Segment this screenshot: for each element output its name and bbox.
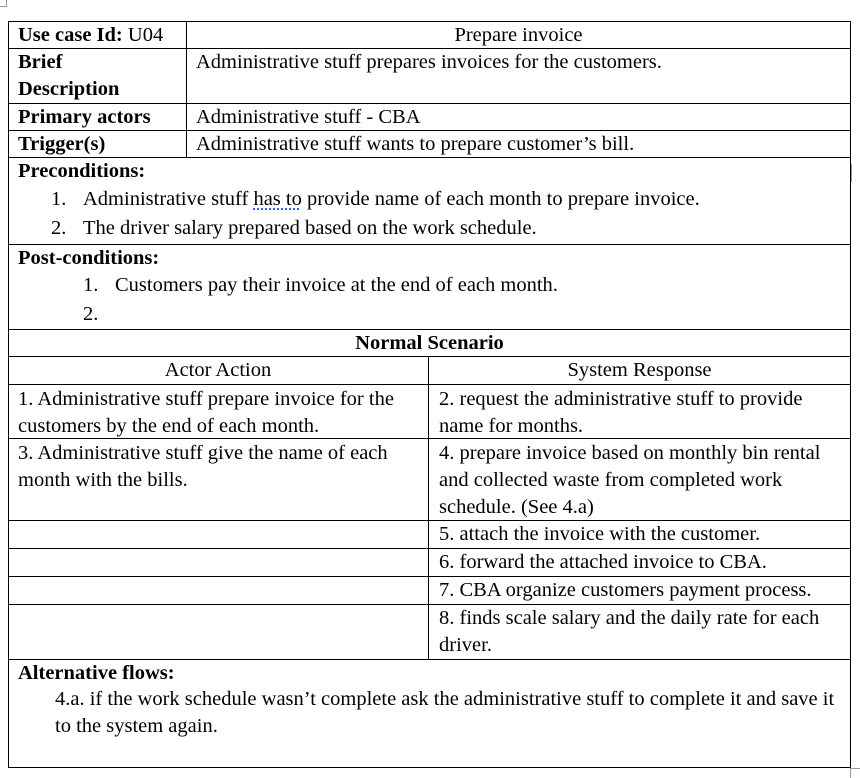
precondition-text bbox=[83, 186, 700, 212]
system-response-cell: 8. finds scale salary and the daily rate for each driver. bbox=[439, 607, 820, 656]
brief-label-line1: Brief bbox=[18, 51, 63, 73]
table-border bbox=[850, 21, 851, 768]
postconditions-label: Post-conditions: bbox=[18, 247, 160, 269]
precondition-text: The driver salary prepared based on the work schedule. bbox=[83, 217, 537, 239]
scenario-title: Normal Scenario bbox=[355, 332, 504, 354]
system-response-cell: 5. attach the invoice with the customer. bbox=[439, 523, 761, 545]
table-border bbox=[8, 21, 9, 768]
page-corner-mark bbox=[0, 0, 7, 7]
precondition-text-end: provide name of each month to prepare invoice. bbox=[301, 188, 700, 210]
actors-value: Administrative stuff - CBA bbox=[196, 106, 421, 128]
row-divider bbox=[8, 384, 851, 385]
alternative-flow-text: 4.a. if the work schedule wasn’t complete ask the administrative stuff to complete it and save it to the system again. bbox=[55, 688, 835, 737]
preconditions-label: Preconditions: bbox=[18, 160, 146, 182]
use-case-id-value: U04 bbox=[127, 24, 164, 46]
actor-action-header: Actor Action bbox=[164, 359, 272, 381]
use-case-title: Prepare invoice bbox=[454, 24, 583, 46]
column-divider bbox=[428, 356, 429, 660]
actor-action-cell: 3. Administrative stuff give the name of each month with the bills. bbox=[18, 442, 388, 491]
brief-label-line2: Description bbox=[18, 78, 120, 100]
actor-action-cell: 1. Administrative stuff prepare invoice for the customers by the end of each month. bbox=[18, 388, 394, 437]
precondition-text-start: Administrative stuff bbox=[83, 188, 254, 210]
brief-value: Administrative stuff prepares invoices for the customers. bbox=[196, 51, 662, 73]
system-response-cell: 2. request the administrative stuff to provide name for months. bbox=[439, 388, 803, 437]
page-corner-mark bbox=[851, 164, 858, 182]
postcondition-num: 2. bbox=[83, 303, 99, 325]
trigger-value: Administrative stuff wants to prepare customer’s bill. bbox=[196, 133, 635, 155]
table-border bbox=[8, 767, 851, 768]
use-case-id-label: Use case Id: bbox=[18, 24, 123, 46]
system-response-cell: 4. prepare invoice based on monthly bin rental and collected waste from completed work schedule. (See 4.a) bbox=[439, 442, 821, 518]
postcondition-text: Customers pay their invoice at the end of each month. bbox=[115, 274, 558, 296]
system-response-header: System Response bbox=[567, 359, 712, 381]
use-case-id bbox=[18, 22, 163, 48]
postcondition-num: 1. bbox=[83, 274, 99, 296]
page-corner-mark bbox=[850, 768, 860, 778]
grammar-flag: has to bbox=[253, 188, 302, 210]
precondition-num: 2. bbox=[51, 217, 67, 239]
system-response-cell: 6. forward the attached invoice to CBA. bbox=[439, 551, 767, 573]
alternative-flows-label: Alternative flows: bbox=[18, 662, 175, 684]
precondition-num: 1. bbox=[51, 188, 67, 210]
trigger-label: Trigger(s) bbox=[18, 133, 106, 155]
system-response-cell: 7. CBA organize customers payment process. bbox=[439, 579, 812, 601]
actors-label: Primary actors bbox=[18, 106, 151, 128]
